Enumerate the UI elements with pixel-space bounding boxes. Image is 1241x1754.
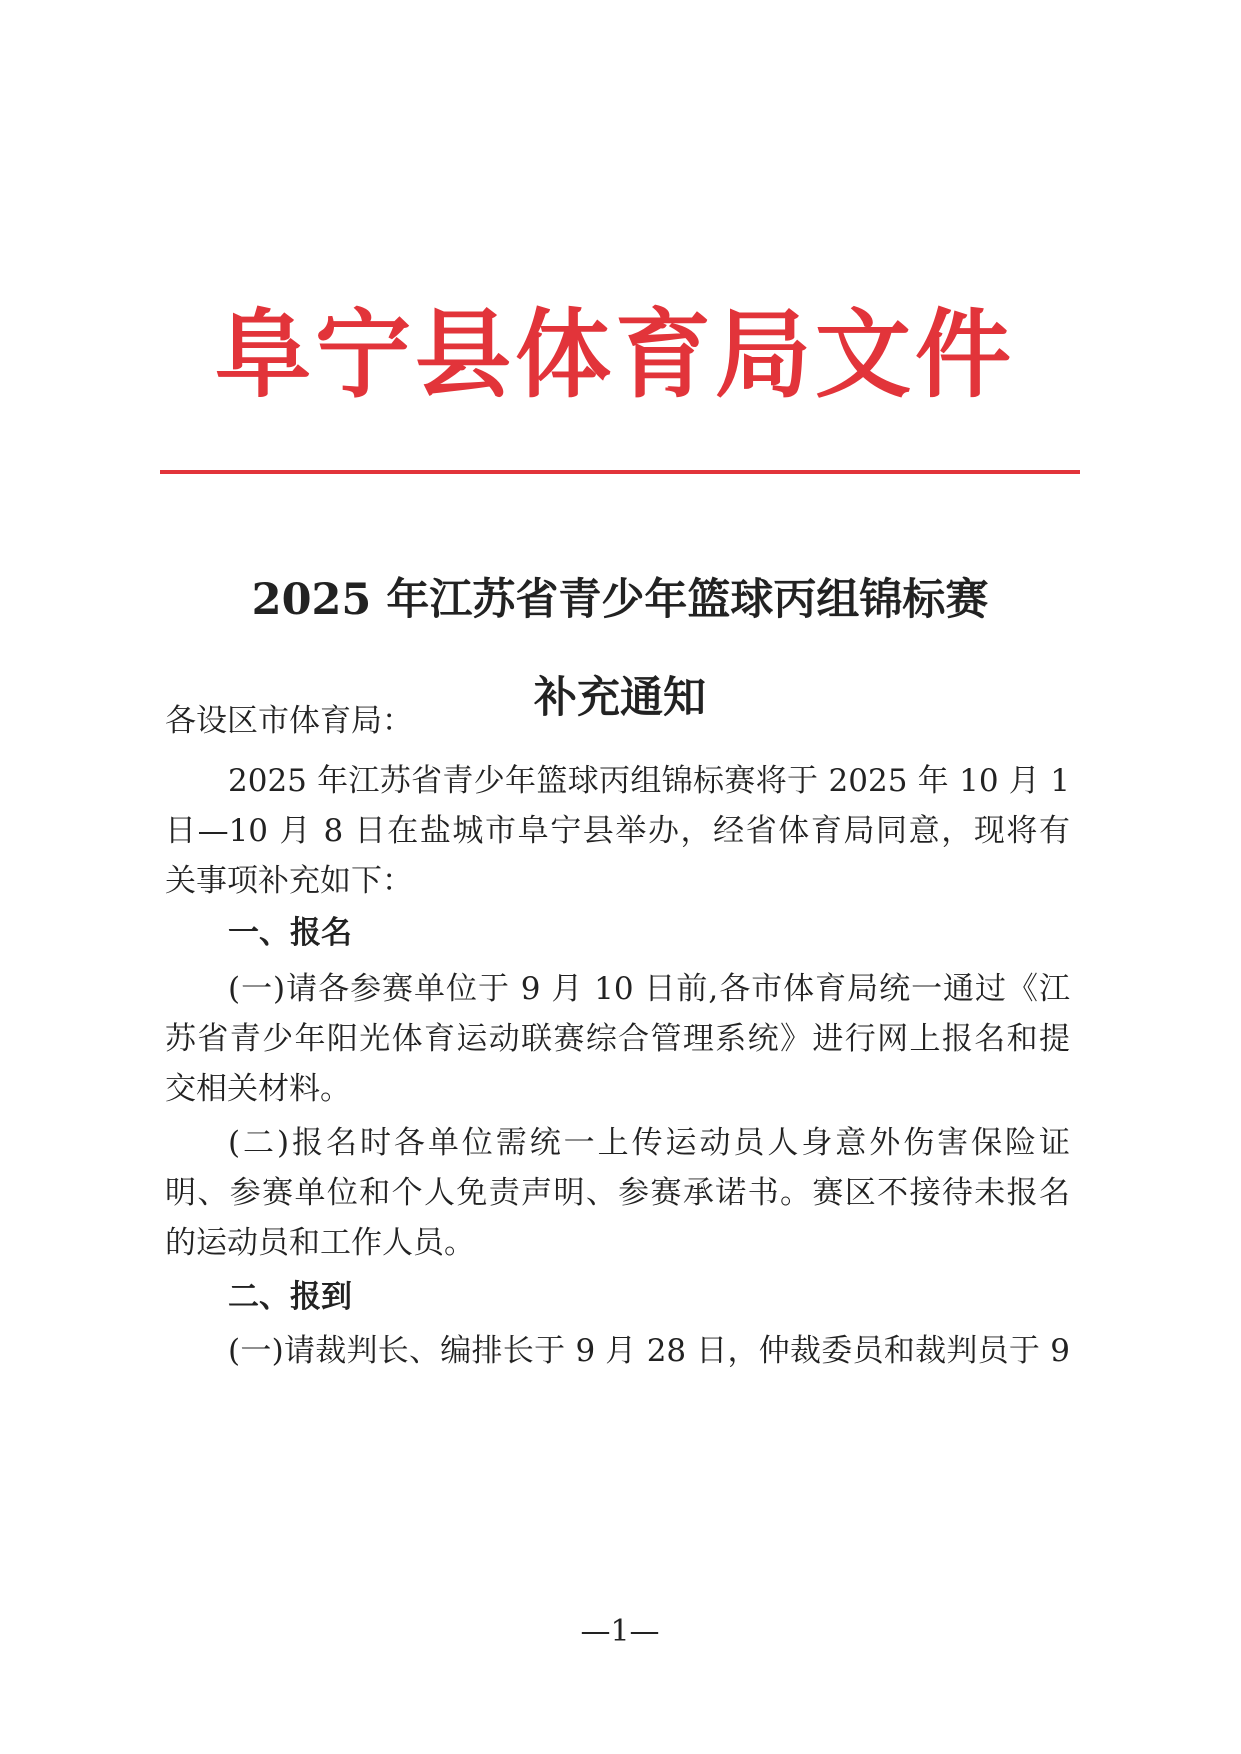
section-1-item-2-line-1: (二)报名时各单位需统一上传运动员人身意外伤害保险证 bbox=[228, 1125, 1070, 1161]
intro-line-2: 日—10 月 8 日在盐城市阜宁县举办，经省体育局同意，现将有 bbox=[165, 813, 1070, 849]
document-title-line-1: 2025 年江苏省青少年篮球丙组锦标赛 bbox=[251, 575, 989, 625]
intro-line-1: 2025 年江苏省青少年篮球丙组锦标赛将于 2025 年 10 月 1 bbox=[228, 763, 1070, 799]
section-1-item-2-line-3: 的运动员和工作人员。 bbox=[165, 1225, 475, 1261]
document-title-line-2: 补充通知 bbox=[534, 673, 706, 723]
red-divider-line bbox=[160, 470, 1080, 474]
section-1-item-2-line-2: 明、参赛单位和个人免责声明、参赛承诺书。赛区不接待未报名 bbox=[165, 1175, 1070, 1211]
page-number: —1— bbox=[580, 1614, 660, 1649]
section-1-item-1-line-1: (一)请各参赛单位于 9 月 10 日前,各市体育局统一通过《江 bbox=[228, 971, 1070, 1007]
intro-line-3: 关事项补充如下： bbox=[165, 863, 413, 899]
section-2-heading: 二、报到 bbox=[228, 1279, 352, 1315]
section-1-item-1-line-2: 苏省青少年阳光体育运动联赛综合管理系统》进行网上报名和提 bbox=[165, 1021, 1070, 1057]
section-1-heading: 一、报名 bbox=[228, 915, 352, 951]
issuer-header-title: 阜宁县体育局文件 bbox=[215, 299, 1015, 411]
section-2-item-1-line-1: (一)请裁判长、编排长于 9 月 28 日，仲裁委员和裁判员于 9 bbox=[228, 1333, 1070, 1369]
salutation: 各设区市体育局： bbox=[165, 703, 413, 739]
section-1-item-1-line-3: 交相关材料。 bbox=[165, 1071, 351, 1107]
